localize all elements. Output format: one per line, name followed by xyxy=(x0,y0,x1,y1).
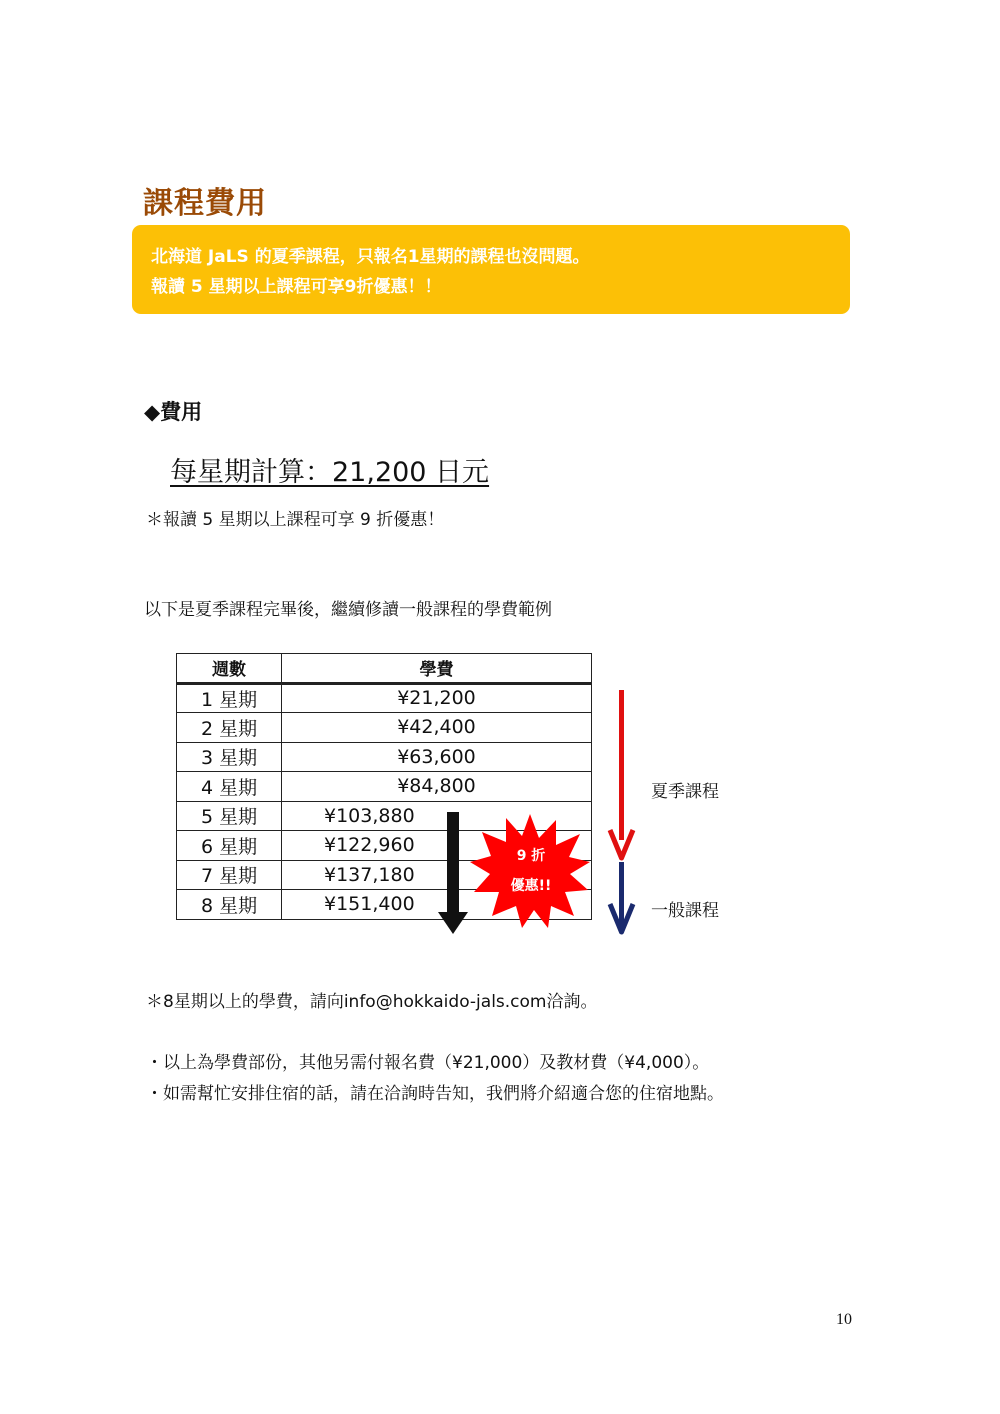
row-weeks: 6 星期 xyxy=(177,831,282,861)
row-fee: ¥84,800 xyxy=(282,772,592,802)
bullet-item: ・以上為學費部份，其他另需付報名費（¥21,000）及教材費（¥4,000）。 xyxy=(146,1053,710,1073)
row-weeks: 2 星期 xyxy=(177,713,282,743)
row-weeks: 3 星期 xyxy=(177,742,282,772)
table-row xyxy=(177,742,592,772)
summer-course-label: 夏季課程 xyxy=(651,782,719,802)
row-fee: ¥122,960 xyxy=(282,831,592,861)
row-weeks: 7 星期 xyxy=(177,860,282,890)
page-number: 10 xyxy=(836,1311,852,1328)
row-fee: ¥137,180 xyxy=(282,860,592,890)
summer-course-arrow-icon xyxy=(605,690,639,940)
fee-heading: ◆費用 xyxy=(144,400,203,424)
discount-arrow-icon xyxy=(436,812,472,936)
header-weeks: 週數 xyxy=(177,654,282,684)
weekly-price: 每星期計算：21,200 日元 xyxy=(170,457,490,488)
row-fee: ¥63,600 xyxy=(282,742,592,772)
starburst-text-2: 優惠!! xyxy=(510,878,552,894)
row-weeks: 4 星期 xyxy=(177,772,282,802)
section-title: 課程費用 xyxy=(143,186,267,221)
row-weeks: 1 星期 xyxy=(177,683,282,713)
bullet-item: ・如需幫忙安排住宿的話，請在洽詢時告知，我們將介紹適合您的住宿地點。 xyxy=(146,1084,724,1104)
row-fee: ¥42,400 xyxy=(282,713,592,743)
general-course-label: 一般課程 xyxy=(651,901,719,921)
row-fee: ¥103,880 xyxy=(282,801,592,831)
discount-starburst-icon xyxy=(468,812,592,930)
discount-note: ＊報讀 5 星期以上課程可享 9 折優惠！ xyxy=(146,510,445,530)
table-intro: 以下是夏季課程完畢後，繼續修讀一般課程的學費範例 xyxy=(144,600,552,620)
table-row xyxy=(177,683,592,713)
header-fee: 學費 xyxy=(282,654,592,684)
table-row xyxy=(177,772,592,802)
starburst-text-1: 9 折 xyxy=(516,848,546,864)
row-weeks: 8 星期 xyxy=(177,890,282,920)
banner-line-1: 北海道 JaLS 的夏季課程，只報名1星期的課程也沒問題。 xyxy=(151,247,590,267)
row-weeks: 5 星期 xyxy=(177,801,282,831)
row-fee: ¥151,400 xyxy=(282,890,592,920)
contact-footnote: ＊8星期以上的學費，請向info@hokkaido-jals.com洽詢。 xyxy=(146,992,598,1012)
info-banner xyxy=(132,225,850,314)
table-row xyxy=(177,713,592,743)
banner-line-2: 報讀 5 星期以上課程可享9折優惠！！ xyxy=(151,277,442,297)
row-fee: ¥21,200 xyxy=(282,683,592,713)
table-header-row xyxy=(177,654,592,684)
